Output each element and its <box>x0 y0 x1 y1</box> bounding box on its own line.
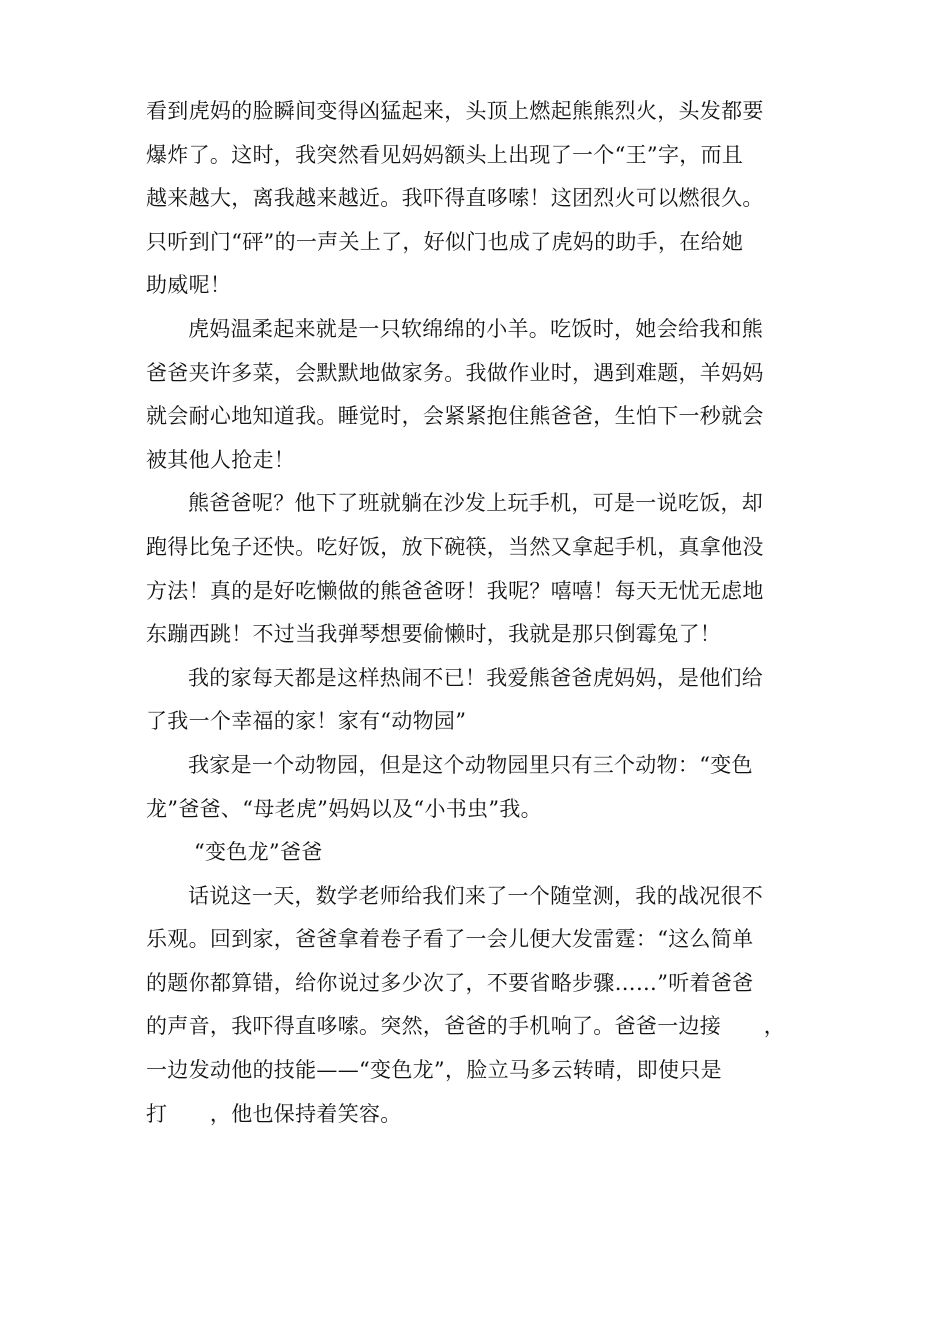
text-line: 被其他人抢走！ <box>146 447 296 472</box>
text-line: 话说这一天，数学老师给我们来了一个随堂测，我的战况很不 <box>188 883 764 908</box>
paragraph-2 <box>146 308 796 482</box>
text-line: 我的家每天都是这样热闹不已！我爱熊爸爸虎妈妈，是他们给 <box>188 665 764 690</box>
paragraph-1 <box>146 90 796 308</box>
text-line: 一边发动他的技能——“变色龙”，脸立马多云转晴，即使只是 <box>146 1058 722 1083</box>
text-line: 的题你都算错，给你说过多少次了，不要省略步骤……”听着爸爸 <box>146 970 754 995</box>
text-line: 越来越大，离我越来越近。我吓得直哆嗦！这团烈火可以燃很久。 <box>146 186 764 211</box>
text-line: 熊爸爸呢？他下了班就躺在沙发上玩手机，可是一说吃饭，却 <box>188 491 764 516</box>
text-line: 爸爸夹许多菜，会默默地做家务。我做作业时，遇到难题，羊妈妈 <box>146 360 764 385</box>
text-line: 就会耐心地知道我。睡觉时，会紧紧抱住熊爸爸，生怕下一秒就会 <box>146 404 764 429</box>
text-line: 的声音，我吓得直哆嗦。突然，爸爸的手机响了。爸爸一边接 ， <box>146 1014 785 1039</box>
text-line: 只听到门“砰”的一声关上了，好似门也成了虎妈的助手，在给她 <box>146 229 744 254</box>
text-line: 乐观。回到家，爸爸拿着卷子看了一会儿便大发雷霆：“这么简单 <box>146 927 754 952</box>
paragraph-5 <box>146 744 796 831</box>
section-heading-text: “变色龙”爸爸 <box>194 840 323 865</box>
text-line: 方法！真的是好吃懒做的熊爸爸呀！我呢？嘻嘻！每天无忧无虑地 <box>146 578 764 603</box>
text-line: 爆炸了。这时，我突然看见妈妈额头上出现了一个“王”字，而且 <box>146 142 744 167</box>
text-line: 虎妈温柔起来就是一只软绵绵的小羊。吃饭时，她会给我和熊 <box>188 316 764 341</box>
text-line: 看到虎妈的脸瞬间变得凶猛起来，头顶上燃起熊熊烈火，头发都要 <box>146 99 764 123</box>
text-line: 我家是一个动物园，但是这个动物园里只有三个动物：“变色 <box>188 752 753 777</box>
text-line: 跑得比兔子还快。吃好饭，放下碗筷，当然又拿起手机，真拿他没 <box>146 534 764 559</box>
text-line: 了我一个幸福的家！家有“动物园” <box>146 709 467 734</box>
paragraph-4 <box>146 657 796 744</box>
section-heading <box>146 831 796 875</box>
document-body <box>146 90 796 1136</box>
text-line: 龙”爸爸、“母老虎”妈妈以及“小书虫”我。 <box>146 796 542 821</box>
paragraph-3 <box>146 482 796 656</box>
text-line: 打 ，他也保持着笑容。 <box>146 1101 402 1126</box>
paragraph-7 <box>146 875 796 1137</box>
text-line: 东蹦西跳！不过当我弹琴想要偷懒时，我就是那只倒霉兔了！ <box>146 622 722 647</box>
text-line: 助威呢！ <box>146 273 232 298</box>
